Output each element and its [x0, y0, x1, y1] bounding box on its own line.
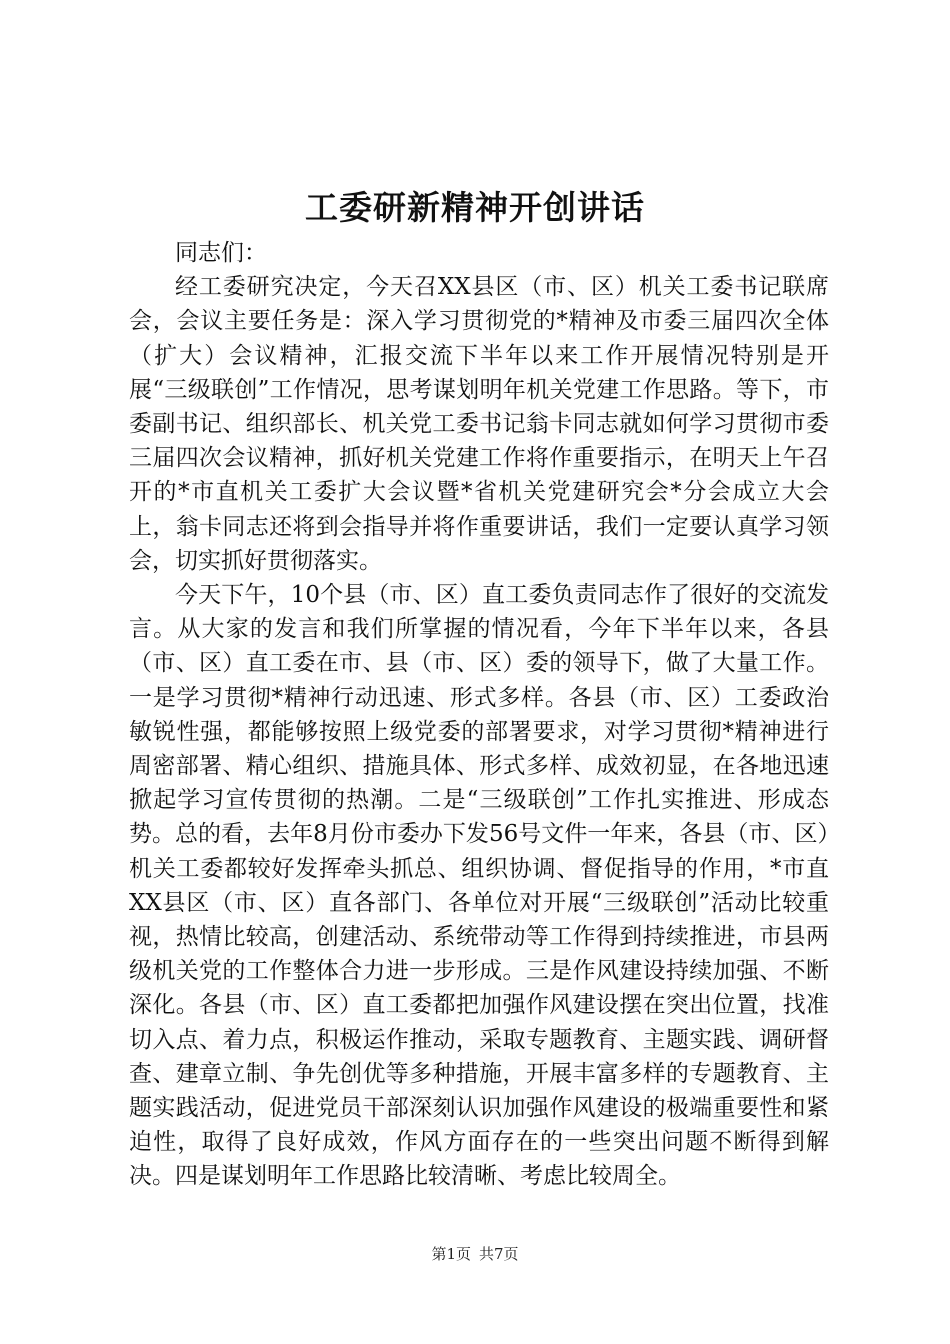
document-title: 工委研新精神开创讲话 — [305, 188, 645, 227]
paragraph-1: 经工委研究决定，今天召XX县区（市、区）机关工委书记联席会，会议主要任务是：深入学习贯彻党的*精神及市委三届四次全体（扩大）会议精神，汇报交流下半年以来工作开展情况特别是开展“三级联创”工作情况，思考谋划明年机关党建工作思路。等下，市委副书记、组织部长、机关党工委书记翁卡同志就如何学习贯彻市委三届四次会议精神，抓好机关党建工作将作重要指示，在明天上午召开的*市直机关工委扩大会议暨*省机关党建研究会*分会成立大会上，翁卡同志还将到会指导并将作重要讲话，我们一定要认真学习领会，切实抓好贯彻落实。 — [129, 274, 829, 574]
page-number: 第1页 — [431, 1245, 471, 1263]
document-body — [129, 236, 829, 1194]
page-footer — [0, 1242, 950, 1266]
salutation: 同志们： — [175, 240, 267, 266]
paragraph-2: 今天下午，10个县（市、区）直工委负责同志作了很好的交流发言。从大家的发言和我们所掌握的情况看，今年下半年以来，各县（市、区）直工委在市、县（市、区）委的领导下，做了大量工作。一是学习贯彻*精神行动迅速、形式多样。各县（市、区）工委政治敏锐性强，都能够按照上级党委的部署要求，对学习贯彻*精神进行周密部署、精心组织、措施具体、形式多样、成效初显，在各地迅速掀起学习宣传贯彻的热潮。二是“三级联创”工作扎实推进、形成态势。总的看，去年8月份市委办下发56号文件一年来，各县（市、区）机关工委都较好发挥牵头抓总、组织协调、督促指导的作用，*市直XX县区（市、区）直各部门、各单位对开展“三级联创”活动比较重视，热情比较高，创建活动、系统带动等工作得到持续推进，市县两级机关党的工作整体合力进一步形成。三是作风建设持续加强、不断深化。各县（市、区）直工委都把加强作风建设摆在突出位置，找准切入点、着力点，积极运作推动，采取专题教育、主题实践、调研督查、建章立制、争先创优等多种措施，开展丰富多样的专题教育、主题实践活动，促进党员干部深刻认识加强作风建设的极端重要性和紧迫性，取得了良好成效，作风方面存在的一些突出问题不断得到解决。四是谋划明年工作思路比较清晰、考虑比较周全。 — [129, 582, 829, 1190]
page-count: 共7页 — [479, 1245, 519, 1263]
